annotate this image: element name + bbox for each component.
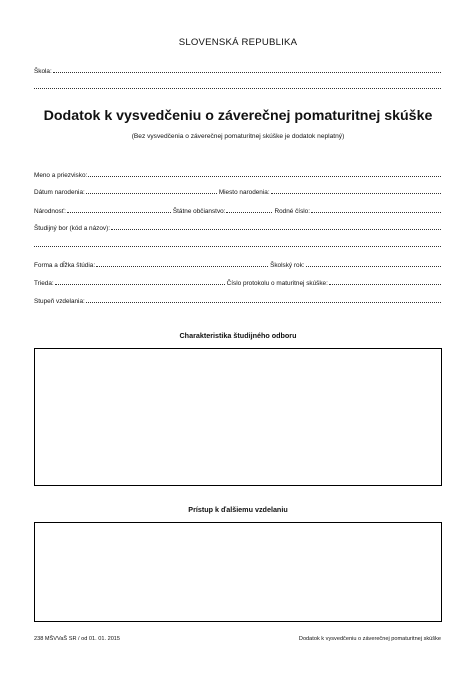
characteristics-box[interactable] xyxy=(34,348,442,486)
birth-date-line[interactable] xyxy=(86,193,217,194)
school-line-2[interactable] xyxy=(34,88,441,89)
name-line[interactable] xyxy=(88,176,441,177)
citizenship-label: Štátne občianstvo: xyxy=(172,208,226,215)
school-row xyxy=(34,63,441,75)
personal-number-label: Rodné číslo: xyxy=(274,208,311,215)
footer-form-code: 238 MŠVVaŠ SR / od 01. 01. 2015 xyxy=(34,636,121,642)
class-line[interactable] xyxy=(55,284,225,285)
further-education-heading: Prístup k ďalšiemu vzdelaniu xyxy=(188,505,288,514)
protocol-number-line[interactable] xyxy=(329,284,441,285)
birth-place-line[interactable] xyxy=(271,193,441,194)
citizenship-line[interactable] xyxy=(226,212,272,213)
document-title: Dodatok k vysvedčeniu o záverečnej pomaturitnej skúške xyxy=(43,108,433,124)
education-level-line[interactable] xyxy=(86,302,441,303)
document-subtitle: (Bez vysvedčenia o záverečnej pomaturitnej skúške je dodatok neplatný) xyxy=(131,133,345,140)
study-field-line[interactable] xyxy=(111,229,441,230)
study-field-line-2[interactable] xyxy=(34,246,441,247)
class-row xyxy=(34,275,441,287)
school-line[interactable] xyxy=(53,72,441,73)
name-row xyxy=(34,167,441,179)
birth-date-label: Dátum narodenia: xyxy=(34,189,85,196)
school-year-line[interactable] xyxy=(306,266,441,267)
footer-document-name: Dodatok k vysvedčeniu o záverečnej pomaturitnej skúške xyxy=(298,636,441,642)
school-year-label: Školský rok: xyxy=(270,262,305,269)
study-form-row xyxy=(34,257,441,269)
country-heading: SLOVENSKÁ REPUBLIKA xyxy=(178,37,298,48)
further-education-box[interactable] xyxy=(34,522,442,622)
study-form-label: Forma a dĺžka štúdia: xyxy=(34,262,96,269)
study-field-label: Študijný bor (kód a názov): xyxy=(34,225,111,232)
school-label: Škola: xyxy=(34,68,52,75)
education-level-row xyxy=(34,293,441,305)
characteristics-heading: Charakteristika študijného odboru xyxy=(179,331,297,340)
education-level-label: Stupeň vzdelania: xyxy=(34,298,85,305)
protocol-number-label: Číslo protokolu o maturitnej skúške: xyxy=(226,280,328,287)
study-field-row xyxy=(34,220,441,232)
name-label: Meno a priezvisko: xyxy=(34,172,88,179)
nationality-row xyxy=(34,203,441,215)
study-form-line[interactable] xyxy=(96,266,268,267)
class-label: Trieda: xyxy=(34,280,54,287)
personal-number-line[interactable] xyxy=(311,212,441,213)
school-row-2 xyxy=(34,79,441,91)
nationality-line[interactable] xyxy=(67,212,171,213)
nationality-label: Národnosť: xyxy=(34,208,66,215)
birth-row xyxy=(34,184,441,196)
study-field-row-2 xyxy=(34,237,441,249)
birth-place-label: Miesto narodenia: xyxy=(218,189,270,196)
